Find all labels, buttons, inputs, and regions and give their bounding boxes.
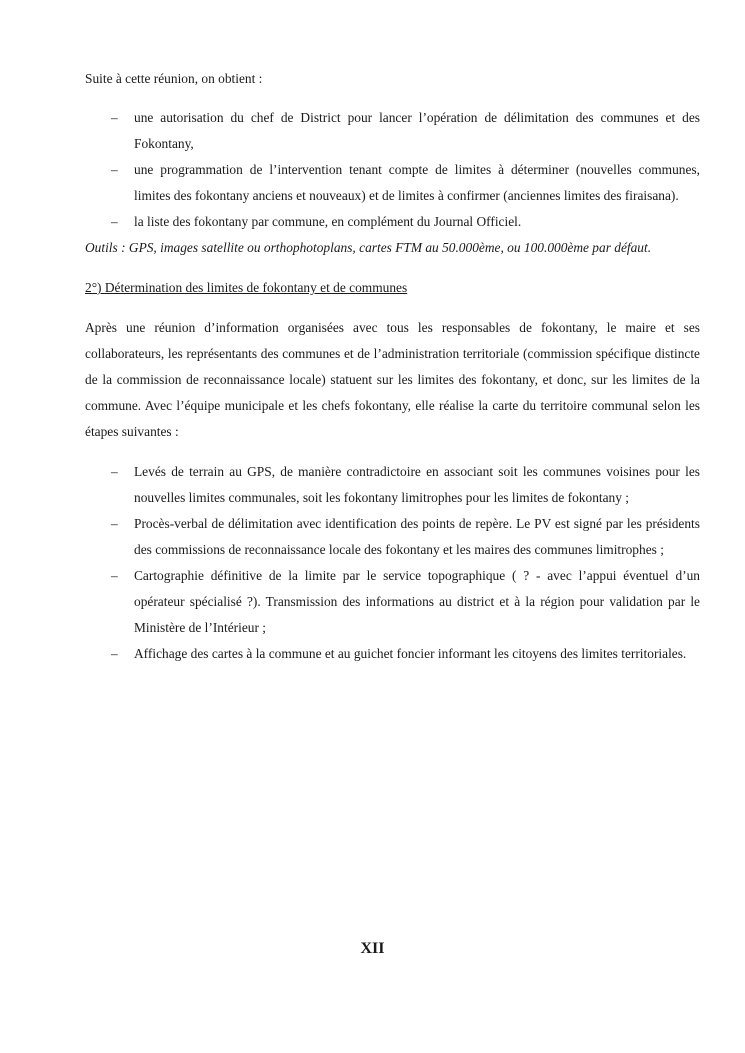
steps-list: [85, 459, 700, 667]
list-item: [85, 157, 700, 209]
dash-bullet: –: [111, 516, 118, 531]
outcomes-list: [85, 105, 700, 235]
dash-bullet: –: [111, 214, 118, 229]
list-item-text: Cartographie définitive de la limite par le service topographique ( ? - avec l’appui éventuel d’un opérateur spécialisé ?). Transmission des informations au district et à la région pour validation par le Ministère de l’Intérieur ;: [134, 568, 700, 635]
list-item-text: Procès-verbal de délimitation avec identification des points de repère. Le PV est signé par les présidents des commissions de reconnaissance locale des fokontany et les maires des communes limitrophes ;: [134, 516, 700, 557]
dash-bullet: –: [111, 568, 118, 583]
document-page: [85, 66, 700, 667]
tools-note: Outils : GPS, images satellite ou orthophotoplans, cartes FTM au 50.000ème, ou 100.000ème par défaut.: [85, 240, 652, 255]
dash-bullet: –: [111, 162, 118, 177]
page-number: XII: [360, 940, 385, 957]
body-paragraph: Après une réunion d’information organisées avec tous les responsables de fokontany, le maire et ses collaborateurs, les représentants des communes et de l’administration territoriale (commission spécifique distincte de la commission de reconnaissance locale) statuent sur les limites des fokontany, et donc, sur les limites de la commune. Avec l’équipe municipale et les chefs fokontany, elle réalise la carte du territoire communal selon les étapes suivantes :: [85, 320, 700, 439]
dash-bullet: –: [111, 464, 118, 479]
list-item: [85, 459, 700, 511]
list-item: [85, 563, 700, 641]
list-item-text: une programmation de l’intervention tenant compte de limites à déterminer (nouvelles communes, limites des fokontany anciens et nouveaux) et de limites à confirmer (anciennes limites des firaisana).: [134, 162, 700, 203]
list-item: [85, 641, 700, 667]
list-item-text: Levés de terrain au GPS, de manière contradictoire en associant soit les communes voisines pour les nouvelles limites communales, soit les fokontany limitrophes pour les limites de fokontany ;: [134, 464, 700, 505]
list-item: [85, 105, 700, 157]
intro-text: Suite à cette réunion, on obtient :: [85, 71, 263, 86]
list-item-text: Affichage des cartes à la commune et au guichet foncier informant les citoyens des limites territoriales.: [134, 646, 687, 661]
list-item: [85, 511, 700, 563]
dash-bullet: –: [111, 110, 118, 125]
dash-bullet: –: [111, 646, 118, 661]
list-item-text: la liste des fokontany par commune, en complément du Journal Officiel.: [134, 214, 522, 229]
section-heading: 2°) Détermination des limites de fokontany et de communes: [85, 280, 408, 295]
list-item: [85, 209, 700, 235]
list-item-text: une autorisation du chef de District pour lancer l’opération de délimitation des communes et des Fokontany,: [134, 110, 700, 151]
